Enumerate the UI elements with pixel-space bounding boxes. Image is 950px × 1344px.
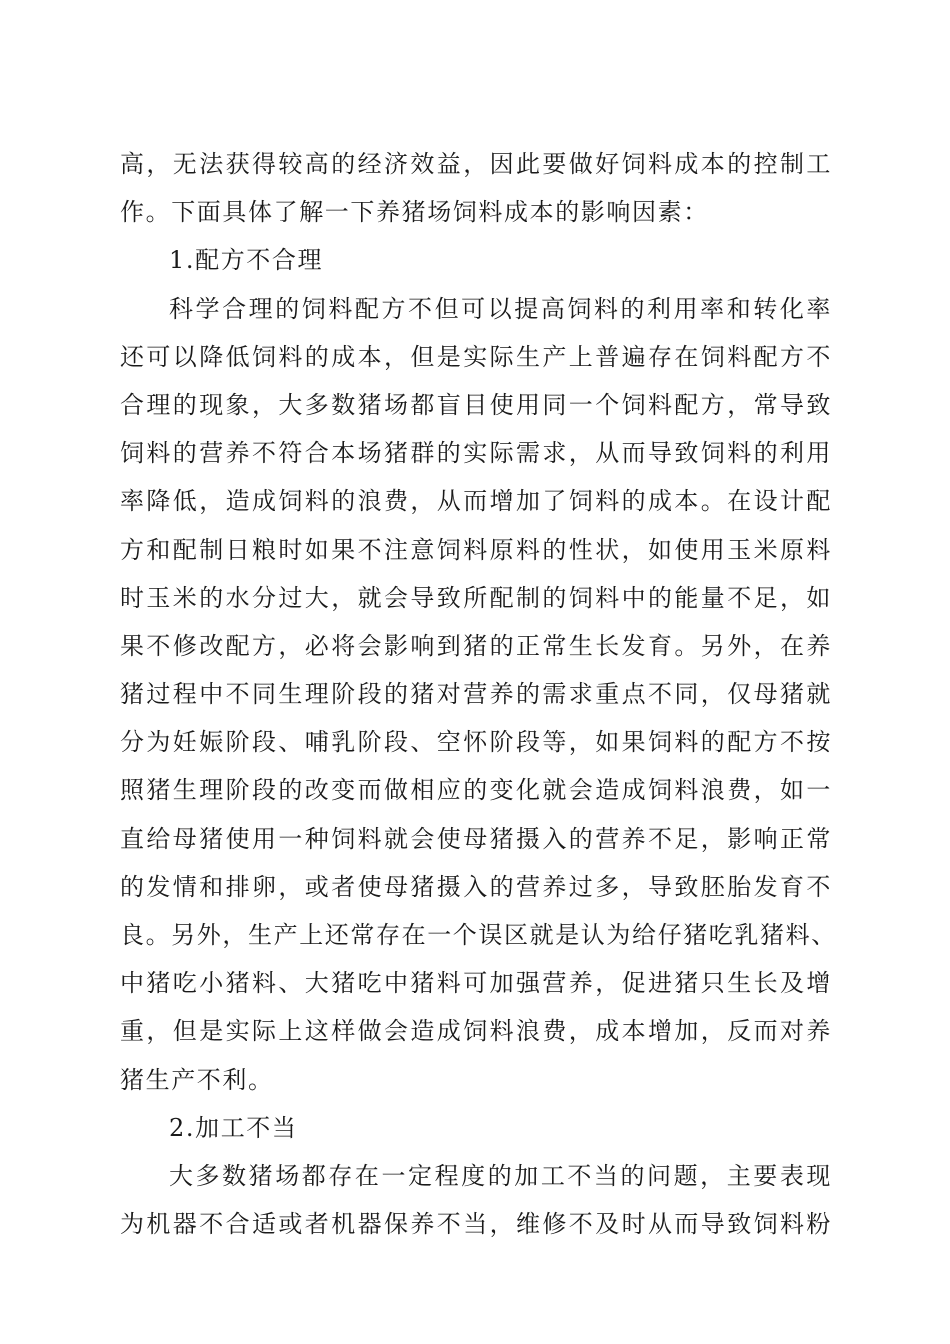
text-line: 合理的现象，大多数猪场都盲目使用同一个饲料配方，常导致 bbox=[120, 390, 832, 419]
text-line: 重，但是实际上这样做会造成饲料浪费，成本增加，反而对养 bbox=[120, 1017, 832, 1046]
text-line: 直给母猪使用一种饲料就会使母猪摄入的营养不足，影响正常 bbox=[120, 824, 832, 853]
text-line: 还可以降低饲料的成本，但是实际生产上普遍存在饲料配方不 bbox=[120, 342, 832, 371]
section-heading: 1.配方不合理 bbox=[169, 246, 324, 275]
text-line: 科学合理的饲料配方不但可以提高饲料的利用率和转化率 bbox=[169, 294, 832, 323]
text-line: 时玉米的水分过大，就会导致所配制的饲料中的能量不足，如 bbox=[120, 583, 832, 612]
text-line: 的发情和排卵，或者使母猪摄入的营养过多，导致胚胎发育不 bbox=[120, 872, 832, 901]
text-line: 良。另外，生产上还常存在一个误区就是认为给仔猪吃乳猪料、 bbox=[120, 921, 837, 949]
text-line: 为机器不合适或者机器保养不当，维修不及时从而导致饲料粉 bbox=[120, 1210, 832, 1239]
text-line: 猪生产不利。 bbox=[120, 1065, 274, 1094]
text-line: 方和配制日粮时如果不注意饲料原料的性状，如使用玉米原料 bbox=[120, 535, 832, 564]
text-line: 猪过程中不同生理阶段的猪对营养的需求重点不同，仅母猪就 bbox=[120, 680, 832, 709]
text-line: 作。下面具体了解一下养猪场饲料成本的影响因素： bbox=[120, 198, 709, 227]
text-line: 中猪吃小猪料、大猪吃中猪料可加强营养，促进猪只生长及增 bbox=[120, 969, 832, 998]
text-line: 大多数猪场都存在一定程度的加工不当的问题，主要表现 bbox=[169, 1161, 832, 1190]
text-line: 饲料的营养不符合本场猪群的实际需求，从而导致饲料的利用 bbox=[120, 439, 832, 468]
text-line: 率降低，造成饲料的浪费，从而增加了饲料的成本。在设计配 bbox=[120, 487, 832, 516]
text-line: 照猪生理阶段的改变而做相应的变化就会造成饲料浪费，如一 bbox=[120, 776, 832, 805]
section-heading: 2.加工不当 bbox=[169, 1113, 298, 1142]
text-line: 分为妊娠阶段、哺乳阶段、空怀阶段等，如果饲料的配方不按 bbox=[120, 728, 832, 757]
text-line: 果不修改配方，必将会影响到猪的正常生长发育。另外，在养 bbox=[120, 631, 832, 660]
text-line: 高，无法获得较高的经济效益，因此要做好饲料成本的控制工 bbox=[120, 150, 832, 178]
body-text bbox=[120, 140, 837, 1248]
